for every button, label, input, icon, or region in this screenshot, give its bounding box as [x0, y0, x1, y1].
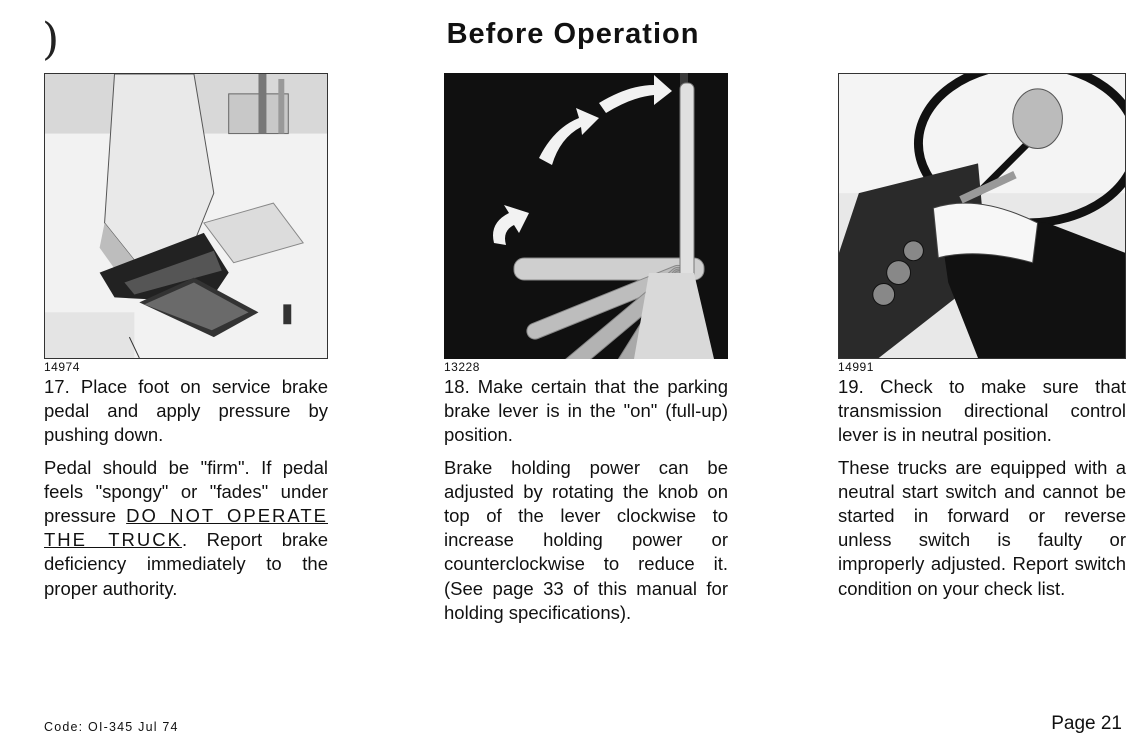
step-19-text [838, 375, 1126, 601]
step-18-instruction: 18. Make certain that the parking brake lever is in the "on" (full-up) position. [444, 376, 728, 446]
parking-brake-lever-illustration [444, 73, 728, 359]
foot-on-pedal-illustration [45, 74, 327, 358]
page-title: Before Operation [446, 18, 700, 50]
step-18-column [444, 73, 728, 633]
margin-mark: ) [42, 14, 60, 65]
photo-number: 13228 [444, 360, 480, 374]
step-18-adjust-note: Brake holding power can be adjusted by rotating the knob on top of the lever clockwise to increase holding power or counterclockwise to reduce it. (See page 33 of this manual for holding specifications). [444, 456, 728, 623]
transmission-lever-photo [838, 73, 1126, 359]
page-number: Page 21 [1051, 713, 1122, 734]
do-not-operate-warning: DO NOT OPERATE THE TRUCK [44, 505, 328, 551]
steering-and-lever-illustration [839, 74, 1125, 358]
step-19-instruction: 19. Check to make sure that transmission directional control lever is in neutral position. [838, 376, 1126, 446]
photo-number: 14991 [838, 360, 874, 374]
document-code: Code: OI-345 Jul 74 [44, 720, 179, 734]
step-19-neutral-start-note: These trucks are equipped with a neutral start switch and cannot be started in forward or reverse unless switch is faulty or improperly adjusted. Report switch condition on your check list. [838, 456, 1126, 599]
step-17-column [44, 73, 328, 609]
step-19-column [838, 73, 1126, 609]
step-17-text [44, 375, 328, 601]
brake-pedal-photo [44, 73, 328, 359]
pedal-note: Pedal should be "firm". If pedal feels "spongy" or "fades" under pressure [44, 456, 328, 527]
step-17-instruction: 17. Place foot on service brake pedal and apply pressure by pushing down. [44, 376, 328, 446]
report-note: . Report brake deficiency immediately to the proper authority. [44, 529, 328, 599]
step-17-warning-paragraph [44, 456, 328, 601]
parking-brake-photo [444, 73, 728, 359]
step-18-text [444, 375, 728, 625]
photo-number: 14974 [44, 360, 80, 374]
